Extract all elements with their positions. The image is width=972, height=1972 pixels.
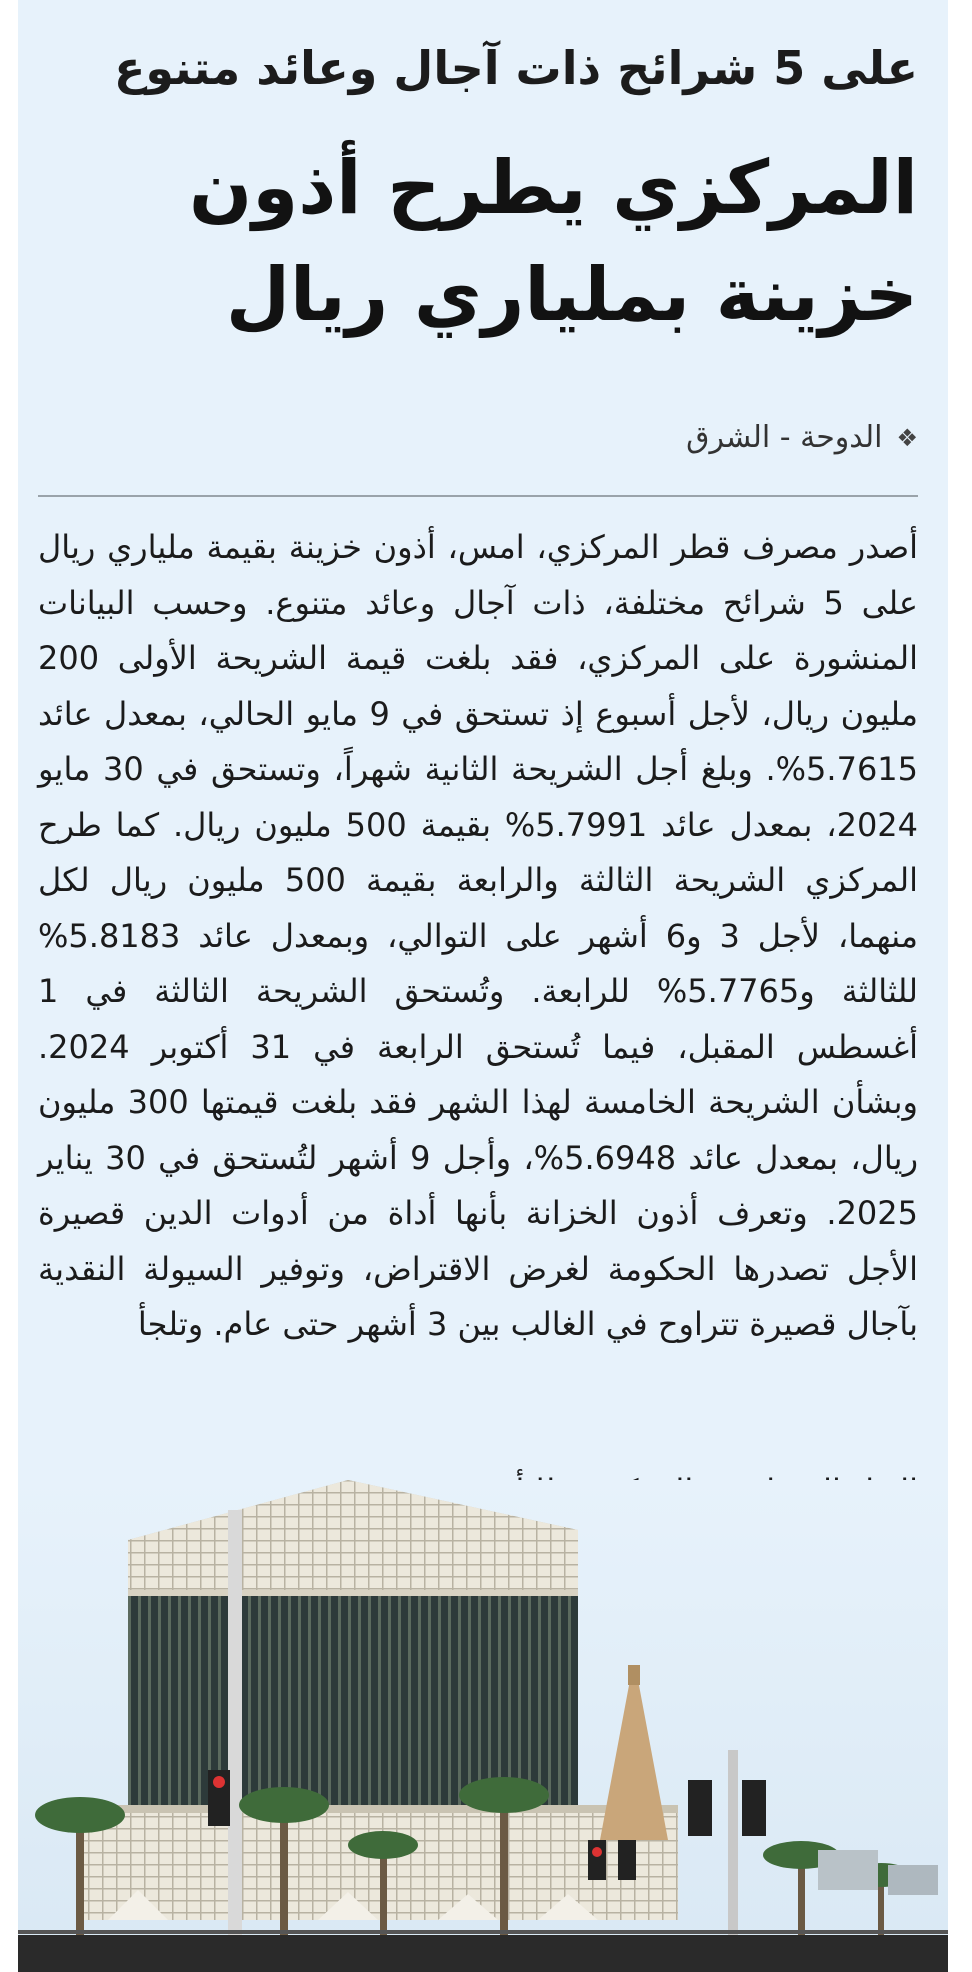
- article-headline: المركزي يطرح أذون خزينة بملياري ريال: [189, 145, 918, 339]
- byline-text: الدوحة - الشرق: [686, 420, 883, 455]
- diamond-bullet-icon: ❖: [896, 423, 918, 452]
- newspaper-clipping: [18, 0, 948, 1972]
- divider-rule: [38, 495, 918, 497]
- article-body: أصدر مصرف قطر المركزي، امس، أذون خزينة بقيمة ملياري ريال على 5 شرائح مختلفة، ذات آجال وعائد متنوع. وحسب البيانات المنشورة على المركزي، فقد بلغت قيمة الشريحة الأولى 200 مليون ريال، لأجل أسبوع إذ تستحق في 9 مايو الحالي، بمعدل عائد 5.7615%. وبلغ أجل الشريحة الثانية شهراً، وتستحق في 30 مايو 2024، بمعدل عائد 5.7991% بقيمة 500 مليون ريال. كما طرح المركزي الشريحة الثالثة والرابعة بقيمة 500 مليون ريال لكل منهما، لأجل 3 و6 أشهر على التوالي، وبمعدل عائد 5.8183% للثالثة و5.7765% للرابعة. وتُستحق الشريحة الثالثة في 1 أغسطس المقبل، فيما تُستحق الرابعة في 31 أكتوبر 2024. وبشأن الشريحة الخامسة لهذا الشهر فقد بلغت قيمتها 300 مليون ريال، بمعدل عائد 5.6948%، وأجل 9 أشهر لتُستحق في 30 يناير 2025. وتعرف أذون الخزانة بأنها أداة من أدوات الدين قصيرة الأجل تصدرها الحكومة لغرض الاقتراض، وتوفير السيولة النقدية بآجال قصيرة تتراوح في الغالب بين 3 أشهر حتى عام. وتلجأ: [38, 528, 919, 1343]
- article-byline: [318, 420, 918, 455]
- article-kicker: على 5 شرائح ذات آجال وعائد متنوع: [113, 41, 918, 95]
- central-bank-building-photo: [18, 1480, 948, 1972]
